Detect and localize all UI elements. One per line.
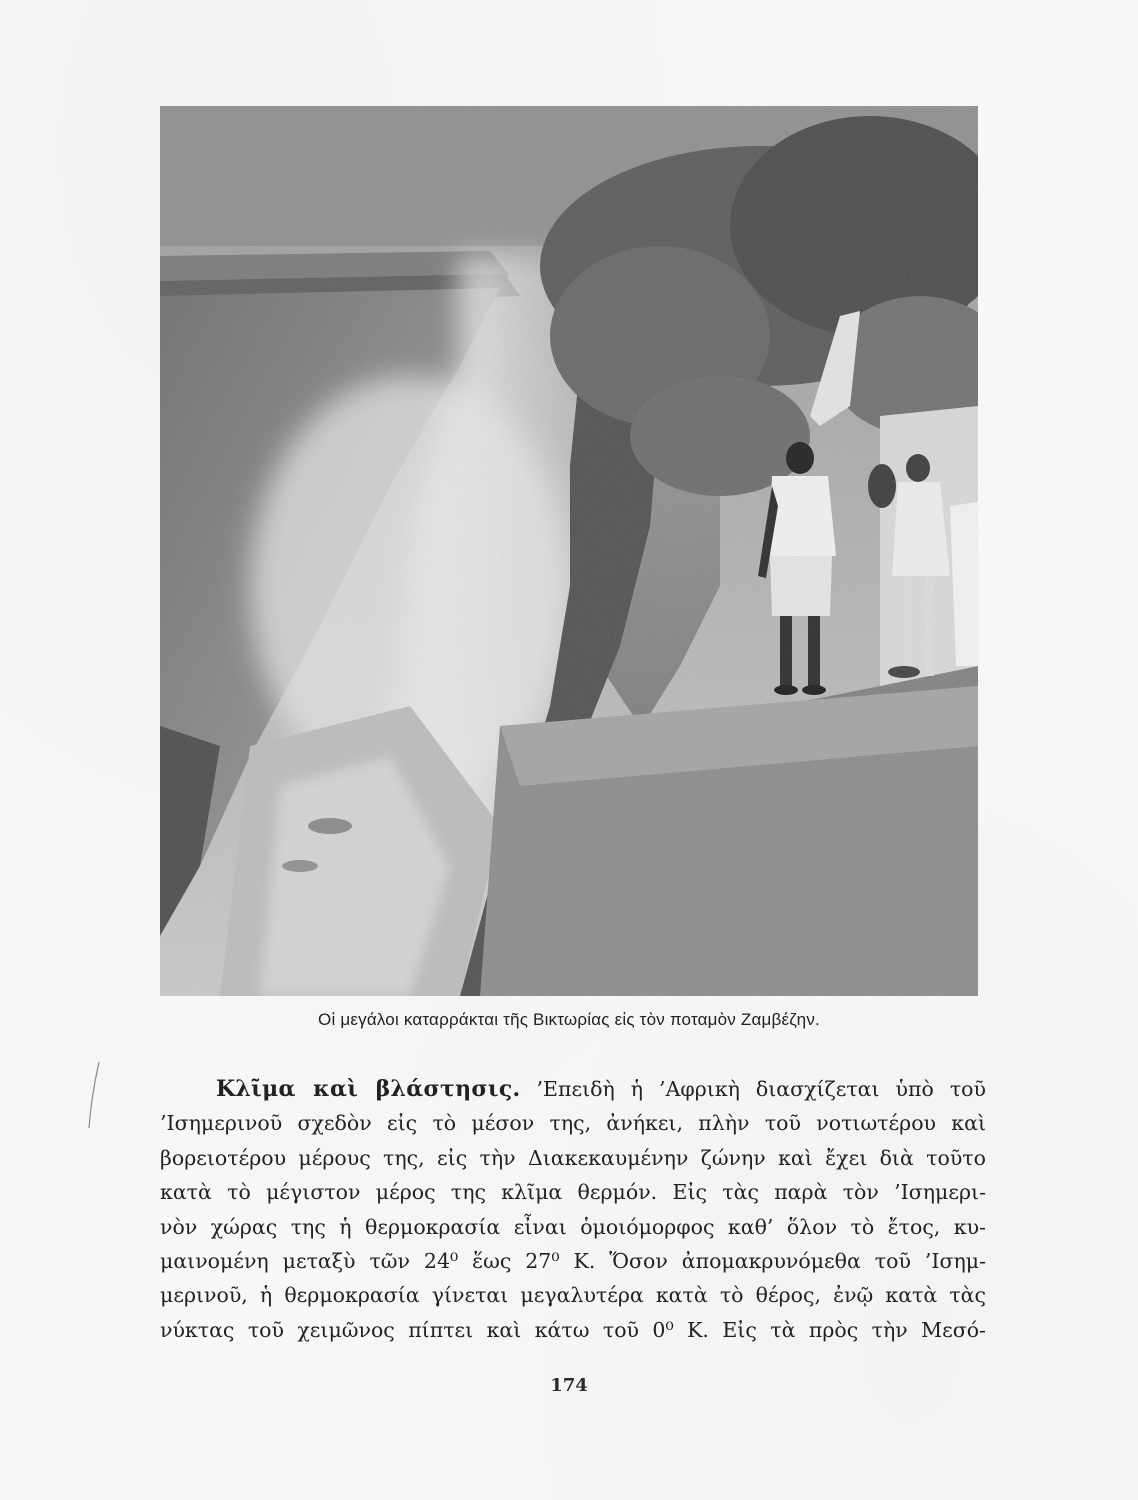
paragraph-line-2: ’Ισημερινοῦ σχεδὸν εἰς τὸ μέσον της, ἀνήκει, πλὴν τοῦ νοτιωτέρου καὶ bbox=[160, 1111, 986, 1136]
section-heading: Κλῖμα καὶ βλάστησις. bbox=[216, 1076, 521, 1102]
figure-caption: Οἱ μεγάλοι καταρράκται τῆς Βικτωρίας εἰς τὸν ποταμὸν Ζαμβέζην. bbox=[318, 1010, 820, 1029]
paragraph-line-3: βορειοτέρου μέρους της, εἰς τὴν Διακεκαυμένην ζώνην καὶ ἔχει διὰ τοῦτο bbox=[160, 1145, 986, 1170]
paragraph-line-7: μερινοῦ, ἡ θερμοκρασία γίνεται μεγαλυτέρα κατὰ τὸ θέρος, ἐνῷ κατὰ τὰς bbox=[160, 1283, 986, 1308]
paragraph-line-6: μαινομένη μεταξὺ τῶν 24⁰ ἕως 27⁰ Κ. Ὅσον ἀπομακρυνόμεθα τοῦ ’Ισημ- bbox=[160, 1248, 986, 1273]
paragraph-line-1-text: ’Επειδὴ ἡ ’Αφρικὴ διασχίζεται ὑπὸ τοῦ bbox=[536, 1077, 986, 1101]
photo-illustration bbox=[160, 106, 978, 996]
section-body bbox=[160, 1072, 986, 1347]
victoria-falls-photograph bbox=[160, 106, 978, 996]
paragraph-line-4: κατὰ τὸ μέγιστον μέρος της κλῖμα θερμόν. Εἰς τὰς παρὰ τὸν ’Ισημερι- bbox=[160, 1180, 986, 1205]
margin-pencil-mark bbox=[85, 1060, 105, 1130]
paragraph-line-1 bbox=[160, 1072, 986, 1106]
paragraph-line-5: νὸν χώρας της ἡ θερμοκρασία εἶναι ὁμοιόμορφος καθ’ ὅλον τὸ ἔτος, κυ- bbox=[160, 1214, 986, 1239]
paragraph-line-8: νύκτας τοῦ χειμῶνος πίπτει καὶ κάτω τοῦ 0⁰ Κ. Εἰς τὰ πρὸς τὴν Μεσό- bbox=[160, 1317, 986, 1342]
page-number: 174 bbox=[550, 1375, 588, 1396]
